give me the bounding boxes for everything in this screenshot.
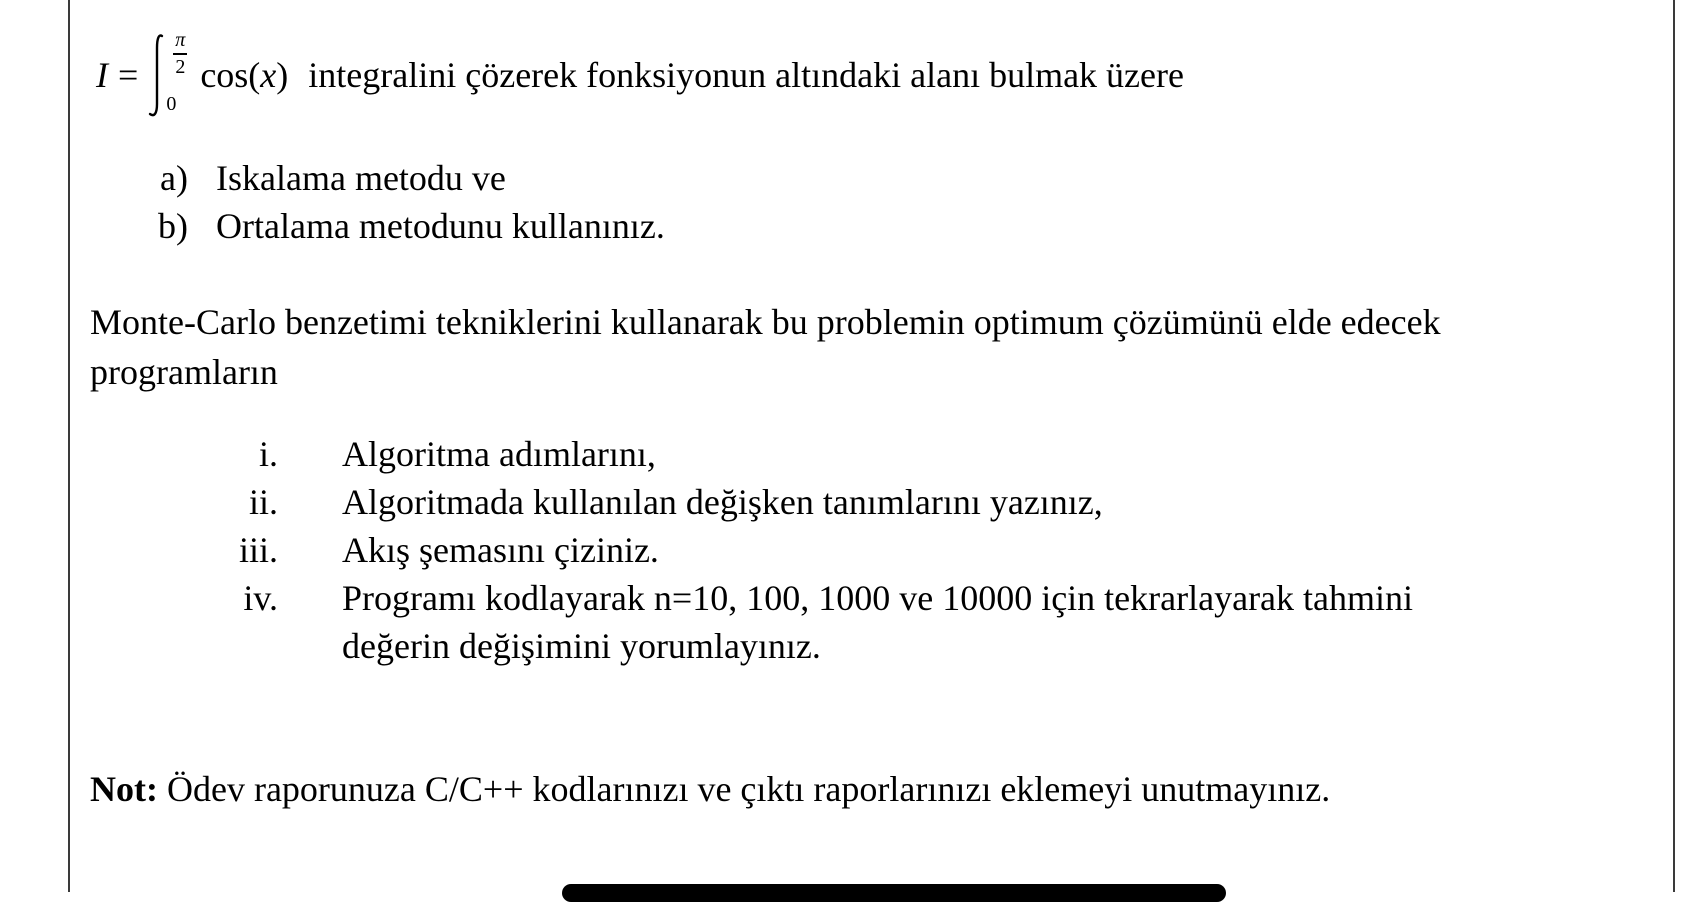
list-item-text: Akış şemasını çiziniz. (342, 530, 659, 570)
list-item-text: Ortalama metodunu kullanınız. (216, 206, 665, 246)
function-arg: x (260, 55, 277, 95)
list-item-text: Algoritma adımlarını, (342, 434, 656, 474)
list-item-text-line: değerin değişimini yorumlayınız. (342, 626, 821, 666)
paragraph-line: Monte-Carlo benzetimi tekniklerini kullanarak bu problemin optimum çözümünü elde edecek (90, 302, 1441, 342)
function-name: cos( (200, 55, 261, 95)
page-border-right (1673, 0, 1675, 892)
note-label: Not: (90, 769, 158, 809)
upper-limit-numerator: π (175, 29, 186, 51)
formula-description: integralini çözerek fonksiyonun altındaki alanı bulmak üzere (308, 55, 1184, 95)
integral-lower-limit: 0 (166, 93, 177, 115)
paragraph-line: programların (90, 352, 278, 392)
integral-formula (96, 30, 1184, 120)
page-border-left (68, 0, 70, 892)
list-marker: ii. (248, 482, 278, 522)
list-item-text: Iskalama metodu ve (216, 158, 506, 198)
formula-variable: I (96, 55, 108, 95)
function-close: ) (276, 55, 289, 95)
list-item-text: Algoritmada kullanılan değişken tanımlarını yazınız, (342, 482, 1103, 522)
home-indicator[interactable] (562, 884, 1226, 902)
list-marker: iii. (238, 530, 278, 570)
definite-integral (146, 30, 196, 120)
note (90, 765, 1330, 813)
list-marker: iv. (243, 578, 278, 618)
task-paragraph (90, 297, 1670, 397)
note-text: Ödev raporunuza C/C++ kodlarınızı ve çıktı raporlarınızı eklemeyi unutmayınız. (166, 769, 1331, 809)
integral-sign-icon (146, 30, 168, 120)
formula-equals: = (118, 55, 139, 95)
list-item-text (342, 574, 1413, 670)
integral-upper-limit (173, 30, 187, 77)
list-marker: i. (258, 434, 278, 474)
fraction-bar (173, 53, 187, 55)
list-marker: a) (160, 158, 188, 198)
list-item-text-line: Programı kodlayarak n=10, 100, 1000 ve 10000 için tekrarlayarak tahmini (342, 578, 1414, 618)
list-marker: b) (158, 206, 188, 246)
upper-limit-denominator: 2 (175, 55, 186, 78)
integrand (200, 54, 288, 96)
